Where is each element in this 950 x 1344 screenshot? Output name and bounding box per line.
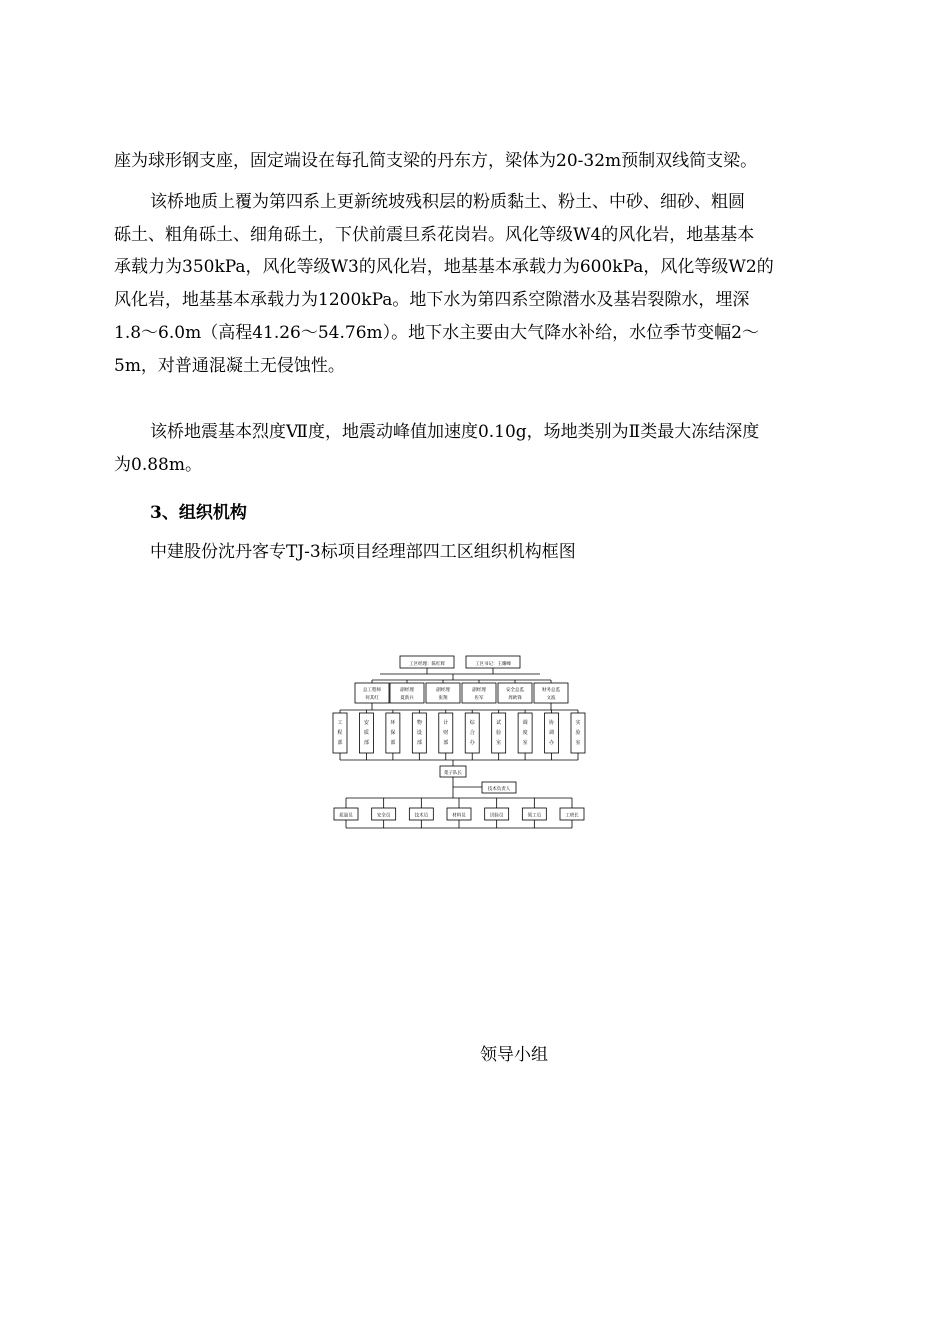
org-label-level3: 调 xyxy=(549,730,555,736)
org-label-level3: 环 xyxy=(390,720,396,726)
org-label-level3: 室 xyxy=(575,740,581,746)
org-label-level3: 财 xyxy=(443,730,449,736)
org-label-level3: 室 xyxy=(496,740,502,746)
org-label-level3: 物 xyxy=(416,720,422,726)
org-label-level2: 财务总监 xyxy=(542,688,560,693)
section-heading: 3、组织机构 xyxy=(150,503,247,523)
org-label-level2: 副经理 xyxy=(400,688,414,693)
org-label-level3: 部 xyxy=(416,740,422,746)
org-label-level2: 夏新兵 xyxy=(400,696,414,701)
leadership-group-label: 领导小组 xyxy=(480,1045,548,1065)
org-label-level3: 验 xyxy=(575,730,581,736)
paragraph-1 xyxy=(114,145,836,178)
org-label-level3: 度 xyxy=(522,730,528,736)
text-line: 座为球形钢支座，固定端设在每孔简支梁的丹东方，梁体为20-32m预制双线简支梁。 xyxy=(114,151,758,171)
paragraph-3 xyxy=(114,416,836,481)
org-label-staff: 安全员 xyxy=(376,813,391,819)
org-label-tech: 技术负责人 xyxy=(487,787,511,792)
org-label-level2: 何其红 xyxy=(365,696,379,701)
org-chart-caption: 中建股份沈丹客专TJ-3标项目经理部四工区组织机构框图 xyxy=(150,542,576,562)
org-label-level3: 质 xyxy=(363,730,369,736)
org-label-top: 工区经理：陈红辉 xyxy=(409,662,445,667)
org-label-level3: 保 xyxy=(390,730,396,736)
org-label-level3: 试 xyxy=(496,720,502,726)
org-label-level3: 部 xyxy=(337,740,343,746)
text-line: 1.8～6.0m（高程41.26～54.76m）。地下水主要由大气降水补给，水位季节变幅2～ xyxy=(114,322,759,343)
org-chart xyxy=(330,650,588,835)
org-label-level2: 文波 xyxy=(546,696,556,701)
org-label-staff: 材料员 xyxy=(452,813,466,819)
org-label-staff: 领工员 xyxy=(527,813,542,819)
org-label-staff: 工班长 xyxy=(565,813,579,819)
org-label-level3: 实 xyxy=(575,720,581,726)
text-line: 为0.88m。 xyxy=(114,454,202,475)
org-label-level3: 合 xyxy=(469,730,475,736)
org-label-level2: 张翔 xyxy=(438,696,448,701)
text-line: 5m，对普通混凝土无侵蚀性。 xyxy=(114,355,345,376)
org-label-level2: 副经理 xyxy=(436,688,450,693)
text-line: 风化岩，地基基本承载力为1200kPa。地下水为第四系空隙潜水及基岩裂隙水，埋深 xyxy=(114,290,750,311)
org-label-top: 工区书记：王耀峰 xyxy=(475,662,511,667)
org-label-level3: 程 xyxy=(337,730,343,736)
org-label-level3: 设 xyxy=(416,730,422,736)
org-label-level2: 副经理 xyxy=(472,688,486,693)
paragraph-2 xyxy=(114,186,836,382)
org-label-level3: 室 xyxy=(522,740,528,746)
org-label-staff: 质量员 xyxy=(339,813,353,819)
text-line: 砾土、粗角砾土、细角砾土，下伏前震旦系花岗岩。风化等级W4的风化岩，地基基本 xyxy=(114,224,755,245)
org-label-level3: 工 xyxy=(337,720,343,726)
text-line: 该桥地质上覆为第四系上更新统坡残积层的粉质黏土、粉土、中砂、细砂、粗圆 xyxy=(150,192,745,212)
text-line: 该桥地震基本烈度Ⅶ度，地震动峰值加速度0.10g，场地类别为Ⅱ类最大冻结深度 xyxy=(150,422,760,442)
org-label-team: 架子队长 xyxy=(444,771,462,776)
org-label-level3: 办 xyxy=(469,740,475,746)
org-label-level3: 部 xyxy=(363,740,369,746)
org-label-level3: 办 xyxy=(549,740,555,746)
org-label-level2: 佐军 xyxy=(474,696,484,701)
org-label-level3: 综 xyxy=(469,720,475,726)
org-label-level3: 验 xyxy=(496,730,502,736)
org-label-level3: 计 xyxy=(443,720,449,726)
org-label-level2: 安全总监 xyxy=(506,688,524,693)
text-line: 承载力为350kPa，风化等级W3的风化岩，地基基本承载力为600kPa，风化等级W2的 xyxy=(114,257,774,278)
org-label-level2: 周欧锋 xyxy=(508,696,522,701)
org-chart-svg xyxy=(330,650,588,835)
org-label-level3: 部 xyxy=(390,740,396,746)
org-label-staff: 技术员 xyxy=(414,813,429,819)
org-label-level2: 总工程师 xyxy=(363,688,381,693)
org-label-level3: 部 xyxy=(443,740,449,746)
org-label-staff: 试验员 xyxy=(489,813,504,819)
org-label-level3: 调 xyxy=(522,720,528,726)
org-label-level3: 协 xyxy=(549,720,555,726)
org-label-level3: 安 xyxy=(363,720,369,726)
